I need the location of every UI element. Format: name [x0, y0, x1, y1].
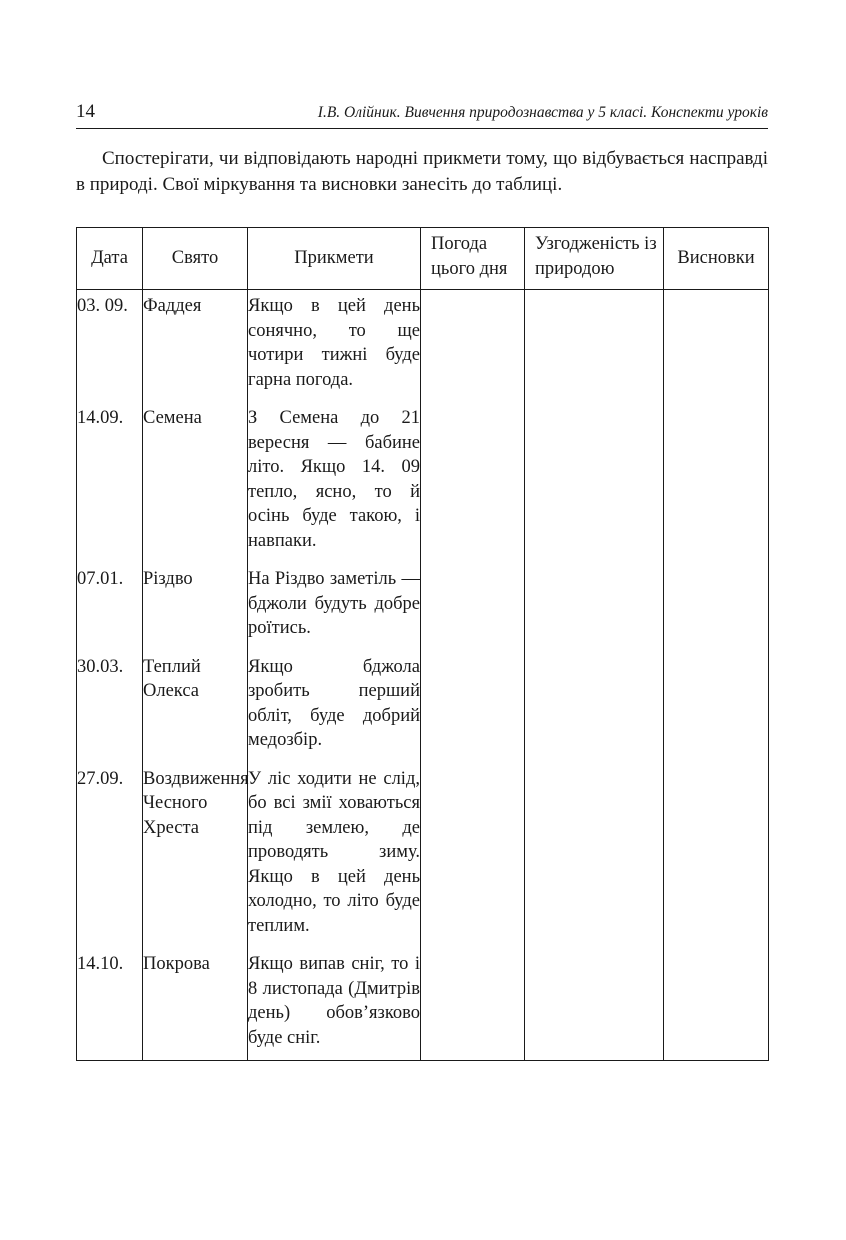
- cell-conclusions: [664, 402, 769, 563]
- cell-conclusions: [664, 763, 769, 949]
- cell-sign: З Семена до 21 вересня — бабине літо. Якщо 14. 09 тепло, ясно, то й осінь буде такою, і навпаки.: [248, 402, 421, 563]
- table-row: [77, 290, 769, 403]
- cell-agreement: [525, 651, 664, 763]
- cell-weather: [421, 563, 525, 651]
- header-agreement: Узгодженість із природою: [525, 228, 664, 290]
- cell-weather: [421, 948, 525, 1061]
- table-row: [77, 763, 769, 949]
- cell-holiday: Воздвиження Чесного Хреста: [143, 763, 248, 949]
- cell-weather: [421, 290, 525, 403]
- header-holiday: Свято: [143, 228, 248, 290]
- cell-holiday: Семена: [143, 402, 248, 563]
- cell-sign: Якщо бджола зробить перший обліт, буде добрий медозбір.: [248, 651, 421, 763]
- cell-weather: [421, 402, 525, 563]
- header-signs: Прикмети: [248, 228, 421, 290]
- table-row: [77, 651, 769, 763]
- cell-date: 30.03.: [77, 651, 143, 763]
- cell-sign: Якщо в цей день сонячно, то ще чотири тижні буде гарна погода.: [248, 290, 421, 403]
- cell-conclusions: [664, 948, 769, 1061]
- cell-date: 14.10.: [77, 948, 143, 1061]
- table-row: [77, 563, 769, 651]
- page-number: 14: [76, 101, 95, 122]
- header-weather: Погода цього дня: [421, 228, 525, 290]
- intro-paragraph: Спостерігати, чи відповідають народні прикмети тому, що відбувається насправді в природі. Свої міркування та висновки занесіть до таблиці.: [76, 148, 768, 195]
- cell-sign: У ліс ходити не слід, бо всі змії ховаються під землею, де проводять зиму. Якщо в цей день холодно, то літо буде теплим.: [248, 763, 421, 949]
- cell-holiday: Теплий Олекса: [143, 651, 248, 763]
- cell-date: 14.09.: [77, 402, 143, 563]
- table-header-row: [77, 228, 769, 290]
- cell-sign: На Різдво заметіль — бджоли будуть добре роїтись.: [248, 563, 421, 651]
- cell-agreement: [525, 402, 664, 563]
- cell-agreement: [525, 948, 664, 1061]
- cell-holiday: Фаддея: [143, 290, 248, 403]
- cell-date: 27.09.: [77, 763, 143, 949]
- folk-signs-table: [76, 227, 769, 1061]
- cell-weather: [421, 651, 525, 763]
- cell-agreement: [525, 290, 664, 403]
- cell-weather: [421, 763, 525, 949]
- cell-conclusions: [664, 563, 769, 651]
- table-row: [77, 402, 769, 563]
- page-header: [76, 100, 768, 129]
- cell-holiday: Покрова: [143, 948, 248, 1061]
- running-title: І.В. Олійник. Вивчення природознавства у 5 класі. Конспекти уроків: [317, 104, 768, 121]
- cell-sign: Якщо випав сніг, то і 8 листопада (Дмитрів день) обов’язково буде сніг.: [248, 948, 421, 1061]
- cell-agreement: [525, 563, 664, 651]
- table-row: [77, 948, 769, 1061]
- cell-date: 03. 09.: [77, 290, 143, 403]
- cell-holiday: Різдво: [143, 563, 248, 651]
- cell-conclusions: [664, 290, 769, 403]
- cell-date: 07.01.: [77, 563, 143, 651]
- cell-agreement: [525, 763, 664, 949]
- header-date: Дата: [77, 228, 143, 290]
- cell-conclusions: [664, 651, 769, 763]
- header-conclusions: Висновки: [664, 228, 769, 290]
